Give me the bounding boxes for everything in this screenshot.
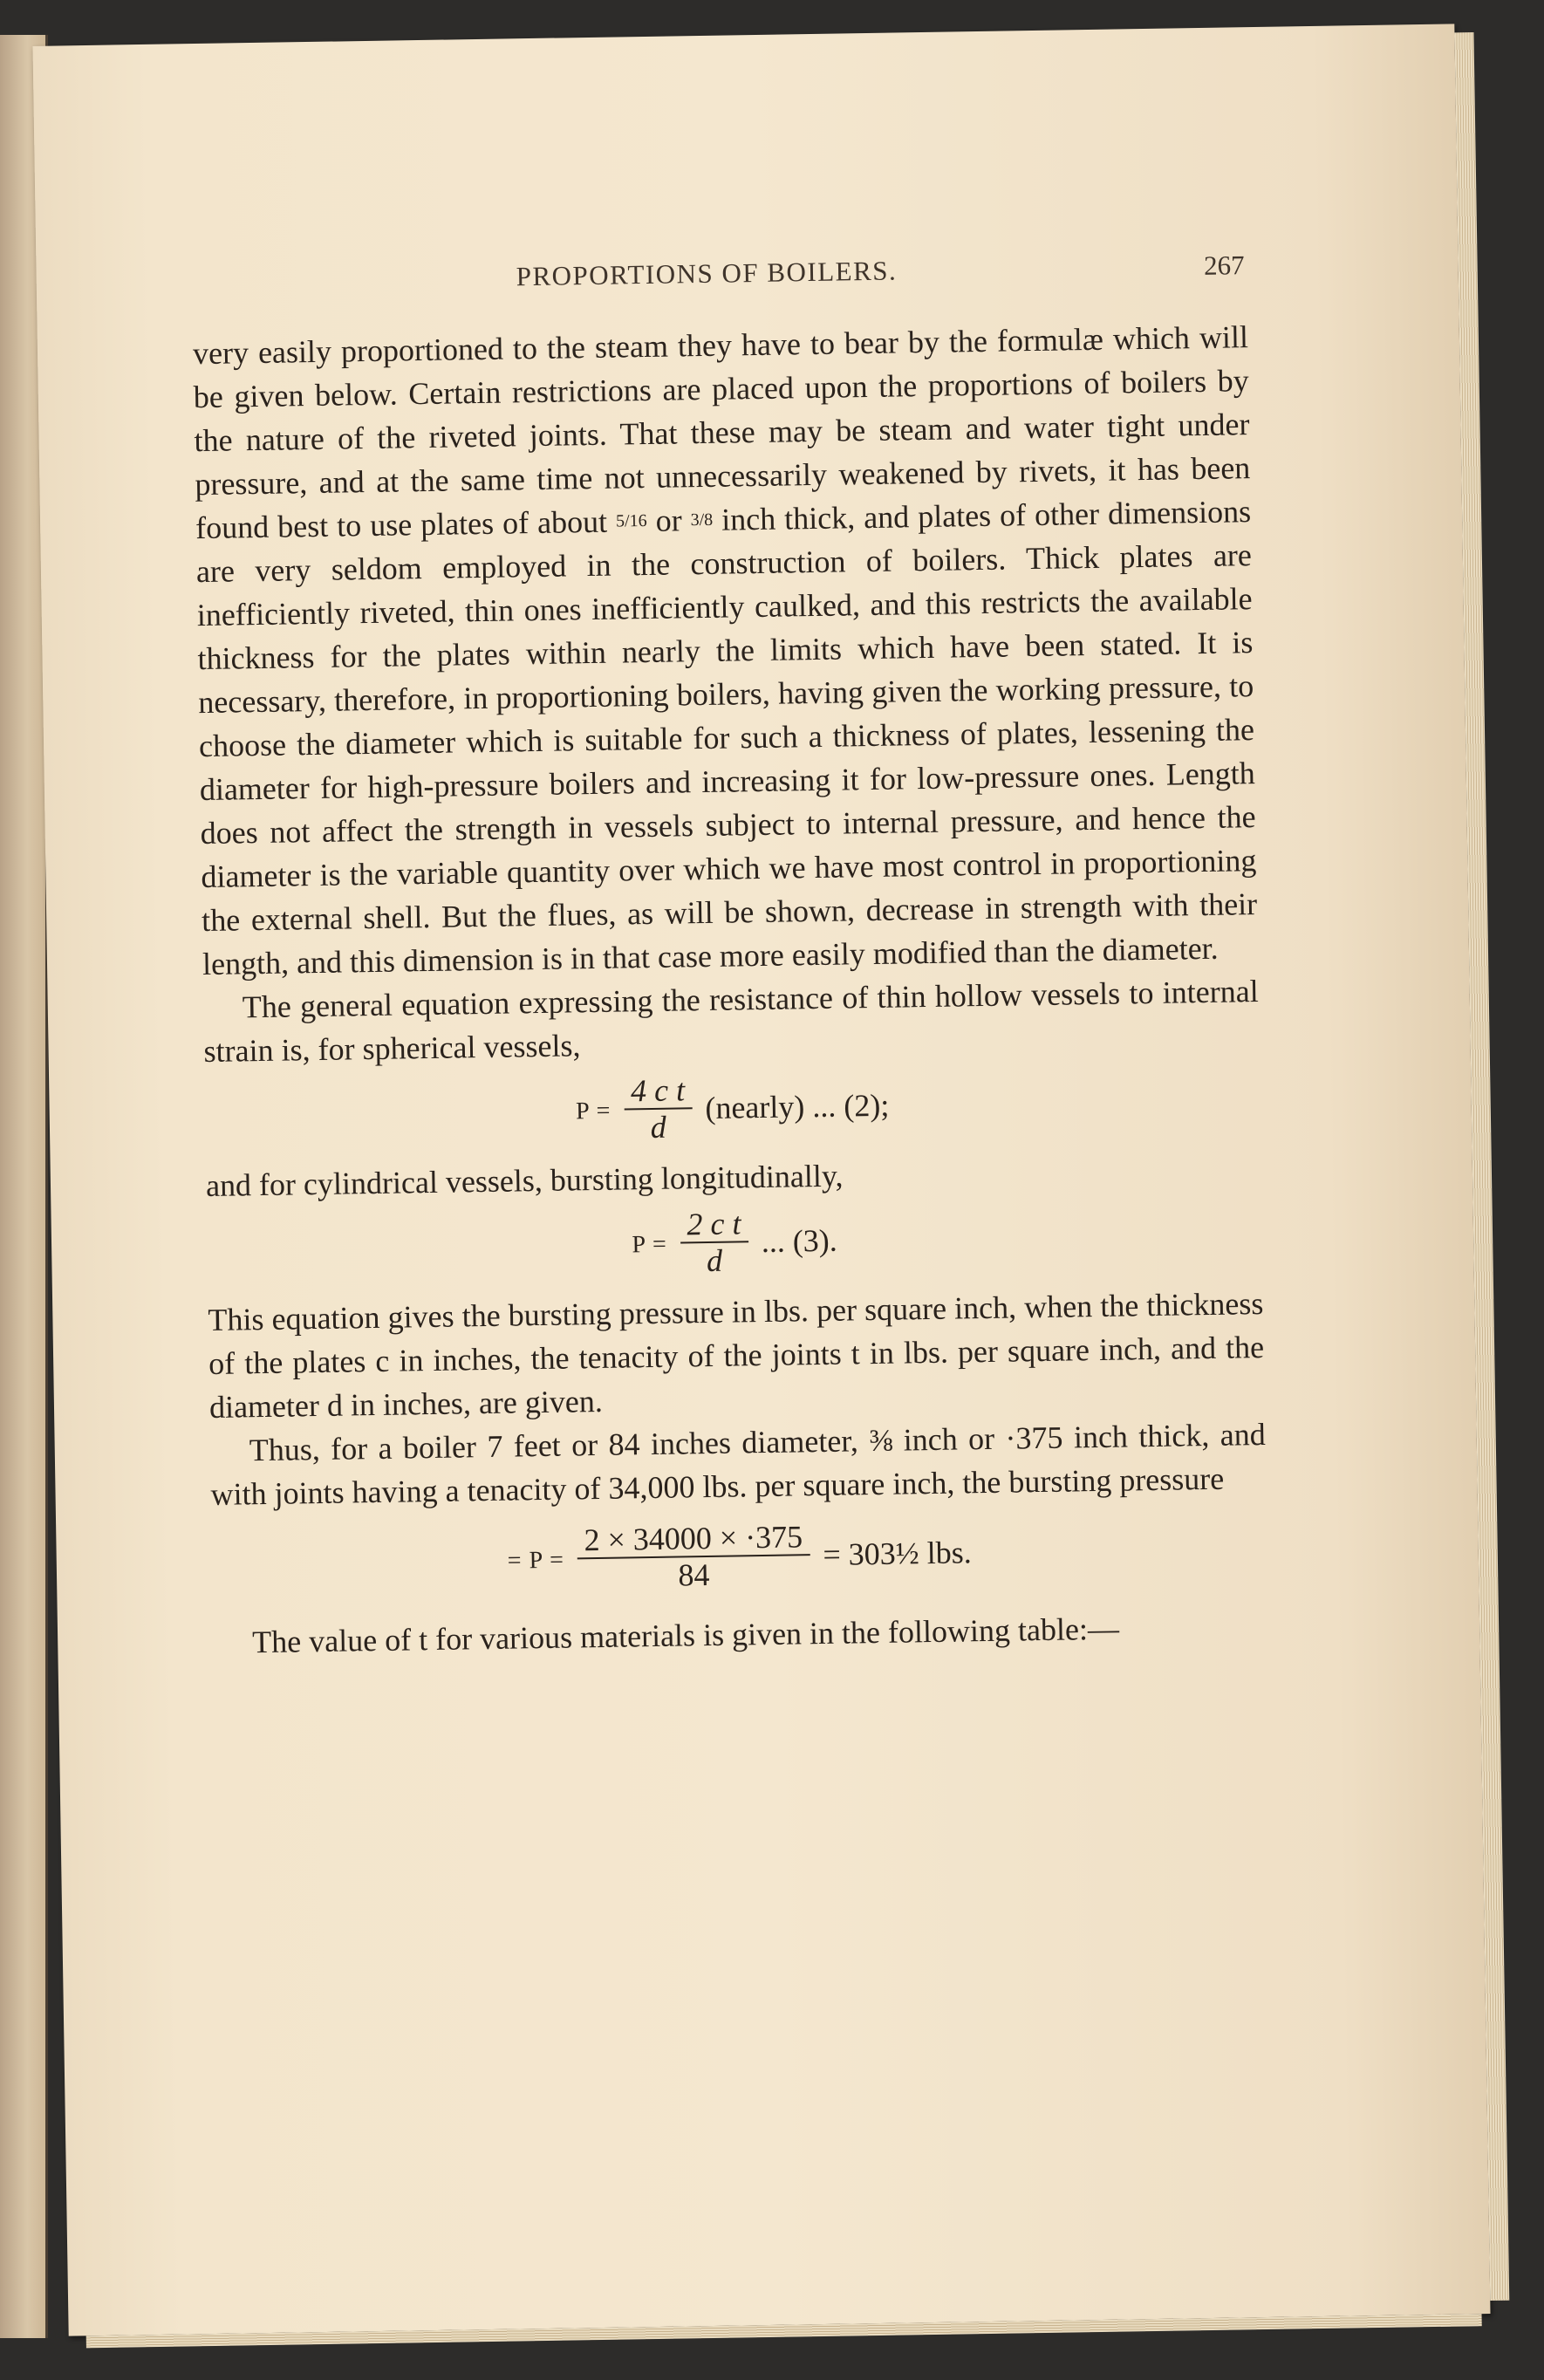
equation-2-denominator: d [650, 1109, 667, 1145]
running-header [193, 250, 1245, 292]
paragraph-5: Thus, for a boiler 7 feet or 84 inches diameter, ⅜ inch or ·375 inch thick, and with joints having a tenacity of 34,000 lbs. per square inch, the bursting pressure [210, 1416, 1266, 1512]
equation-3-lhs: P = [632, 1230, 668, 1259]
equation-3-numerator: 2 c t [680, 1206, 748, 1243]
equation-4-denominator: 84 [678, 1556, 710, 1593]
equation-4-numerator: 2 × 34000 × ·375 [577, 1519, 810, 1559]
equation-2-rhs: (nearly) ... (2); [705, 1087, 890, 1126]
body-text [193, 315, 1269, 1665]
equation-3 [207, 1198, 1263, 1286]
fraction-three-eighths: 3/8 [690, 510, 714, 530]
equation-4 [211, 1512, 1267, 1600]
equation-2-lhs: P = [575, 1097, 611, 1125]
paragraph-2: The general equation expressing the resistance of thin hollow vessels to internal strain is, for spherical vessels, [203, 974, 1259, 1070]
page-stack-bottom [86, 2314, 1482, 2348]
equation-2-numerator: 4 c t [624, 1072, 693, 1110]
equation-2 [204, 1063, 1260, 1152]
equation-3-fraction [680, 1206, 748, 1278]
equation-4-fraction [577, 1519, 810, 1594]
fraction-five-sixteenths: 5/16 [615, 510, 647, 531]
equation-3-rhs: ... (3). [761, 1222, 838, 1260]
equation-3-denominator: d [706, 1242, 723, 1278]
paragraph-3: and for cylindrical vessels, bursting longitudinally, [205, 1158, 844, 1204]
equation-4-lhs: = P = [507, 1546, 565, 1575]
paragraph-6: The value of t for various materials is given in the following table:— [251, 1611, 1120, 1660]
paragraph-1: very easily proportioned to the steam they have to bear by the formulæ which will be given below. Certain restrictions are placed upon the proportions of boilers by the nature of the riveted joints. That these may be steam and water tight under pressure, and at the same time not unnecessarily weakened by rivets, it has been found best to use plates of about 5/16 or 3/8 inch thick, and plates of other dimensions are very seldom employed in the construction of boilers. Thick plates are inefficiently riveted, thin ones inefficiently caulked, and this restricts the available thickness for the plates within nearly the limits which have been stated. It is necessary, therefore, in proportioning boilers, having given the working pressure, to choose the diameter which is suitable for such a thickness of plates, lessening the diameter for high-pressure boilers and increasing it for low-pressure ones. Length does not affect the strength in vessels subject to internal pressure, and hence the diameter is the variable quantity over which we have most control in proportioning the external shell. But the flues, as will be shown, decrease in strength with their length, and this dimension is in that case more easily modified than the diameter. [192, 319, 1258, 982]
paragraph-4: This equation gives the bursting pressure in lbs. per square inch, when the thickness of the plates c in inches, the tenacity of the joints t in lbs. per square inch, and the diameter d in inches, are given. [208, 1285, 1265, 1425]
book-page [32, 24, 1490, 2336]
running-title: PROPORTIONS OF BOILERS. [516, 255, 898, 292]
equation-2-fraction [624, 1072, 693, 1145]
equation-4-rhs: = 303½ lbs. [823, 1535, 973, 1572]
page-number: 267 [1203, 250, 1245, 281]
page-stack-edge [1454, 32, 1509, 2301]
